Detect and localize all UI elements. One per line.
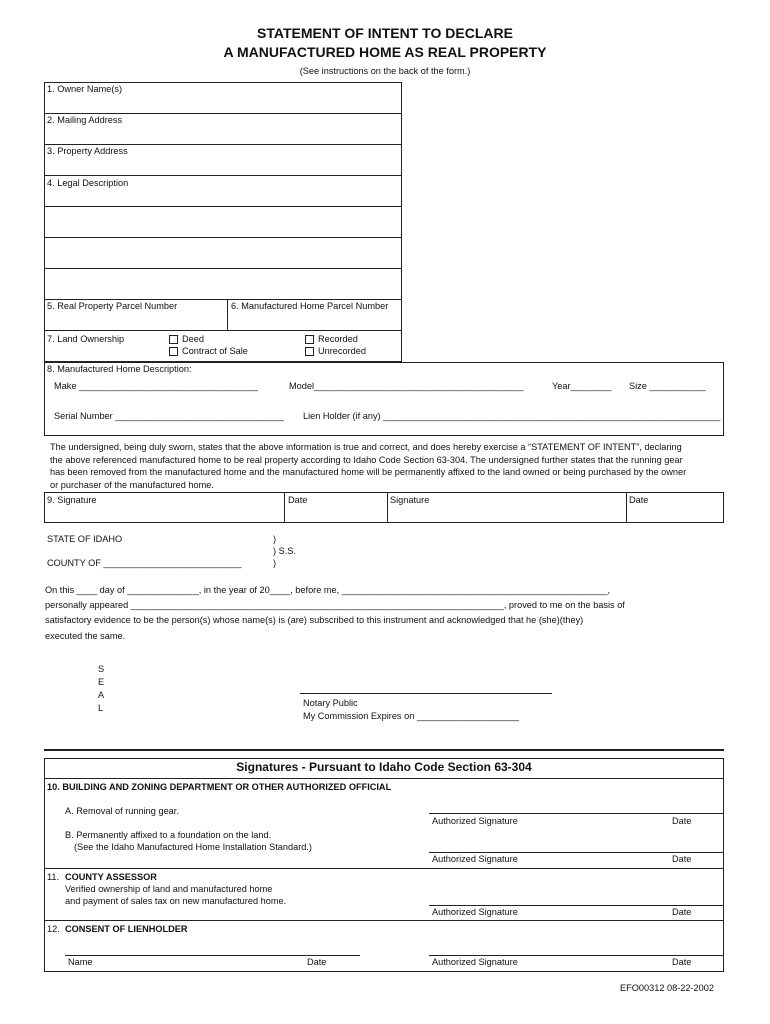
- deed-checkbox[interactable]: [169, 335, 178, 344]
- date-field-1[interactable]: Date: [288, 495, 308, 505]
- seal-letter-a: A: [98, 690, 105, 700]
- commission-expires-field[interactable]: My Commission Expires on ____________________: [303, 711, 520, 721]
- auth-sig-line-11[interactable]: [429, 905, 724, 906]
- consent-lienholder-title: CONSENT OF LIENHOLDER: [65, 924, 188, 934]
- year-field[interactable]: Year________: [552, 381, 612, 391]
- size-field[interactable]: Size ___________: [629, 381, 706, 391]
- title-line-2: A MANUFACTURED HOME AS REAL PROPERTY: [223, 44, 547, 60]
- contract-of-sale-label: Contract of Sale: [182, 346, 248, 356]
- unrecorded-label: Unrecorded: [318, 346, 367, 356]
- installation-standard-note: (See the Idaho Manufactured Home Installation Standard.): [74, 842, 312, 852]
- legal-description-field[interactable]: 4. Legal Description: [47, 178, 129, 188]
- notary-public-label: Notary Public: [303, 698, 358, 708]
- signatures-heading: Signatures - Pursuant to Idaho Code Section 63-304: [236, 760, 532, 774]
- section-divider: [44, 749, 724, 751]
- county-of-field[interactable]: COUNTY OF ___________________________: [47, 558, 242, 568]
- auth-sig-label-a: Authorized Signature: [432, 816, 518, 826]
- section-11-number: 11.: [47, 872, 60, 882]
- date-label-11: Date: [672, 907, 692, 917]
- seal-letter-l: L: [98, 703, 104, 713]
- seal-letter-s: S: [98, 664, 105, 674]
- state-of-idaho: STATE OF IDAHO: [47, 534, 123, 544]
- seal-letter-e: E: [98, 677, 105, 687]
- title-line-1: STATEMENT OF INTENT TO DECLARE: [257, 25, 513, 41]
- date-label-a: Date: [672, 816, 692, 826]
- signature-field-1[interactable]: 9. Signature: [47, 495, 97, 505]
- model-field[interactable]: Model_________________________________________: [289, 381, 524, 391]
- county-assessor-title: COUNTY ASSESSOR: [65, 872, 157, 882]
- recorded-checkbox[interactable]: [305, 335, 314, 344]
- deed-label: Deed: [182, 334, 204, 344]
- lien-holder-field[interactable]: Lien Holder (if any) __________________________________________________________________: [303, 411, 721, 421]
- real-property-parcel-field[interactable]: 5. Real Property Parcel Number: [47, 301, 178, 311]
- assessor-line-1: Verified ownership of land and manufactured home: [65, 884, 273, 894]
- auth-sig-label-b: Authorized Signature: [432, 854, 518, 864]
- property-address-field[interactable]: 3. Property Address: [47, 146, 128, 156]
- bracket-1: ): [273, 534, 277, 544]
- date-field-2[interactable]: Date: [629, 495, 649, 505]
- notary-line-2: personally appeared _________________________________________________________________________, proved to me on the basis of: [45, 600, 625, 610]
- home-description-label: 8. Manufactured Home Description:: [47, 364, 192, 374]
- recorded-label: Recorded: [318, 334, 358, 344]
- notary-line-1: On this ____ day of ______________, in the year of 20____, before me, ____________________________________________________,: [45, 585, 611, 595]
- mailing-address-field[interactable]: 2. Mailing Address: [47, 115, 123, 125]
- permanently-affixed: B. Permanently affixed to a foundation on the land.: [65, 830, 272, 840]
- owner-name-field[interactable]: 1. Owner Name(s): [47, 84, 123, 94]
- notary-line-4: executed the same.: [45, 631, 126, 641]
- notary-line-3: satisfactory evidence to be the person(s) whose name(s) is (are) subscribed to this instrument and acknowledged that he (she)(they): [45, 615, 584, 625]
- lienholder-sig-line[interactable]: [65, 955, 360, 956]
- removal-running-gear: A. Removal of running gear.: [65, 806, 179, 816]
- auth-sig-line-12[interactable]: [429, 955, 724, 956]
- bracket-3: ): [273, 558, 277, 568]
- notary-signature-line[interactable]: [300, 693, 552, 694]
- instructions-note: (See instructions on the back of the form.): [299, 66, 471, 76]
- ss-label: ) S.S.: [273, 546, 296, 556]
- auth-sig-line-a[interactable]: [429, 813, 724, 814]
- sworn-statement: The undersigned, being duly sworn, states that the above information is true and correct, and does hereby exercise a “STATEMENT OF INTENT”, declaring the above referenced manufactured home to be real property according to Idaho Code Section 63-304. The undersigned further states that the running gear has been removed from the manufactured home and the manufactured home will be permanently affixed to the land owned or being purchased by the owner or purchaser of the manufactured home.: [50, 442, 687, 490]
- section-10-title: 10. BUILDING AND ZONING DEPARTMENT OR OTHER AUTHORIZED OFFICIAL: [47, 782, 392, 792]
- section-12-number: 12.: [47, 924, 60, 934]
- unrecorded-checkbox[interactable]: [305, 347, 314, 356]
- auth-sig-label-11: Authorized Signature: [432, 907, 518, 917]
- manufactured-home-parcel-field[interactable]: 6. Manufactured Home Parcel Number: [231, 301, 389, 311]
- auth-sig-line-b[interactable]: [429, 852, 724, 853]
- signature-field-2[interactable]: Signature: [390, 495, 430, 505]
- auth-sig-label-12: Authorized Signature: [432, 957, 518, 967]
- contract-of-sale-checkbox[interactable]: [169, 347, 178, 356]
- serial-number-field[interactable]: Serial Number _________________________________: [54, 411, 284, 421]
- name-label: Name: [68, 957, 93, 967]
- signature-row: [44, 492, 724, 523]
- assessor-line-2: and payment of sales tax on new manufactured home.: [65, 896, 287, 906]
- date-label-12: Date: [672, 957, 692, 967]
- land-ownership-label: 7. Land Ownership: [47, 334, 125, 344]
- date-label-b: Date: [672, 854, 692, 864]
- form-code: EFO00312 08-22-2002: [620, 983, 714, 993]
- lienholder-date-label: Date: [307, 957, 327, 967]
- make-field[interactable]: Make ___________________________________: [54, 381, 258, 391]
